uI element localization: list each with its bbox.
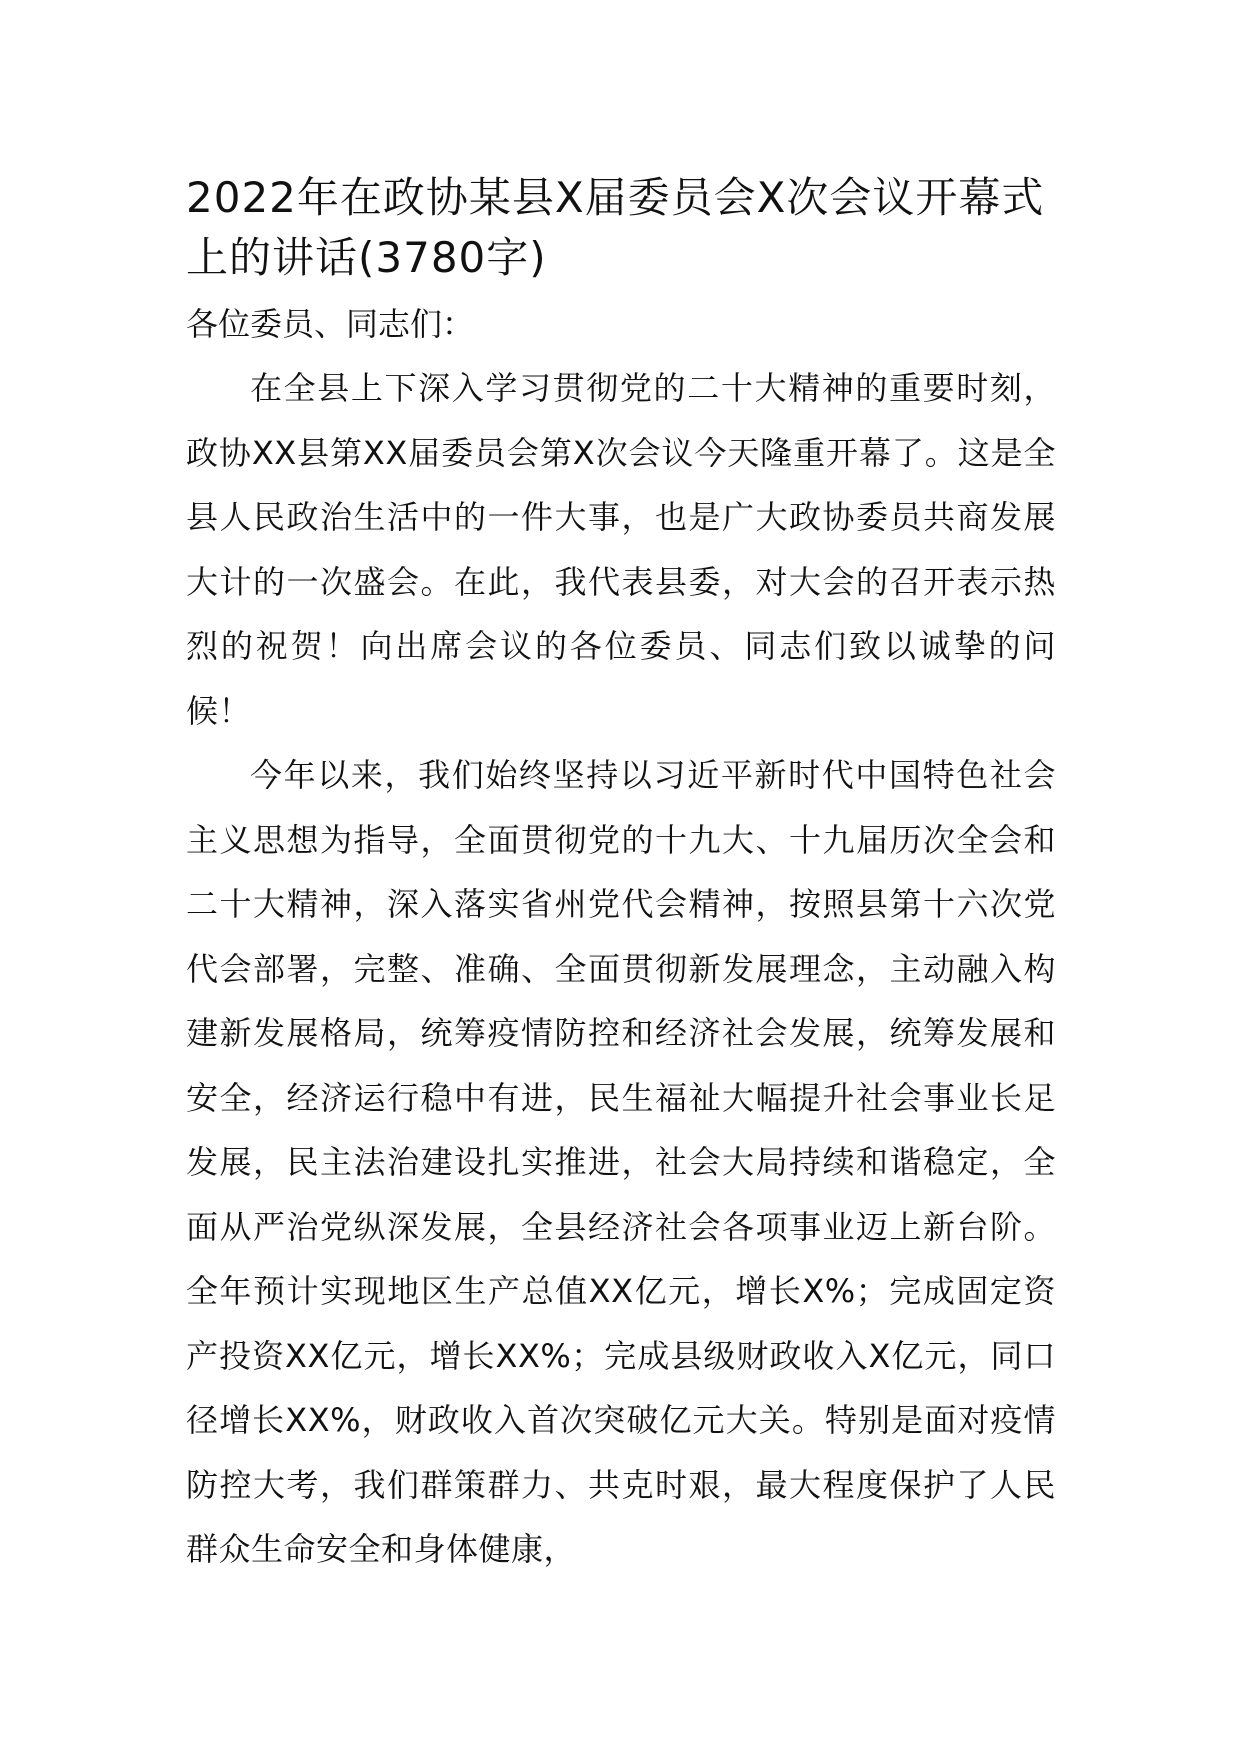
paragraph-opening: 在全县上下深入学习贯彻党的二十大精神的重要时刻，政协XX县第XX届委员会第X次会议今天隆重开幕了。这是全县人民政治生活中的一件大事，也是广大政协委员共商发展大计的一次盛会。在此，我代表县委，对大会的召开表示热烈的祝贺！向出席会议的各位委员、同志们致以诚挚的问候！ [186, 369, 1056, 730]
document-title: 2022年在政协某县X届委员会X次会议开幕式上的讲话(3780字) [186, 173, 1045, 282]
salutation: 各位委员、同志们： [186, 305, 475, 343]
document-body [186, 168, 1056, 1582]
paragraph-achievements: 今年以来，我们始终坚持以习近平新时代中国特色社会主义思想为指导，全面贯彻党的十九大、十九届历次全会和二十大精神，深入落实省州党代会精神，按照县第十六次党代会部署，完整、准确、全面贯彻新发展理念，主动融入构建新发展格局，统筹疫情防控和经济社会发展，统筹发展和安全，经济运行稳中有进，民生福祉大幅提升社会事业长足发展，民主法治建设扎实推进，社会大局持续和谐稳定，全面从严治党纵深发展，全县经济社会各项事业迈上新台阶。全年预计实现地区生产总值XX亿元，增长X%；完成固定资产投资XX亿元，增长XX%；完成县级财政收入X亿元，同口径增长XX%，财政收入首次突破亿元大关。特别是面对疫情防控大考，我们群策群力、共克时艰，最大程度保护了人民群众生命安全和身体健康， [186, 756, 1056, 1568]
